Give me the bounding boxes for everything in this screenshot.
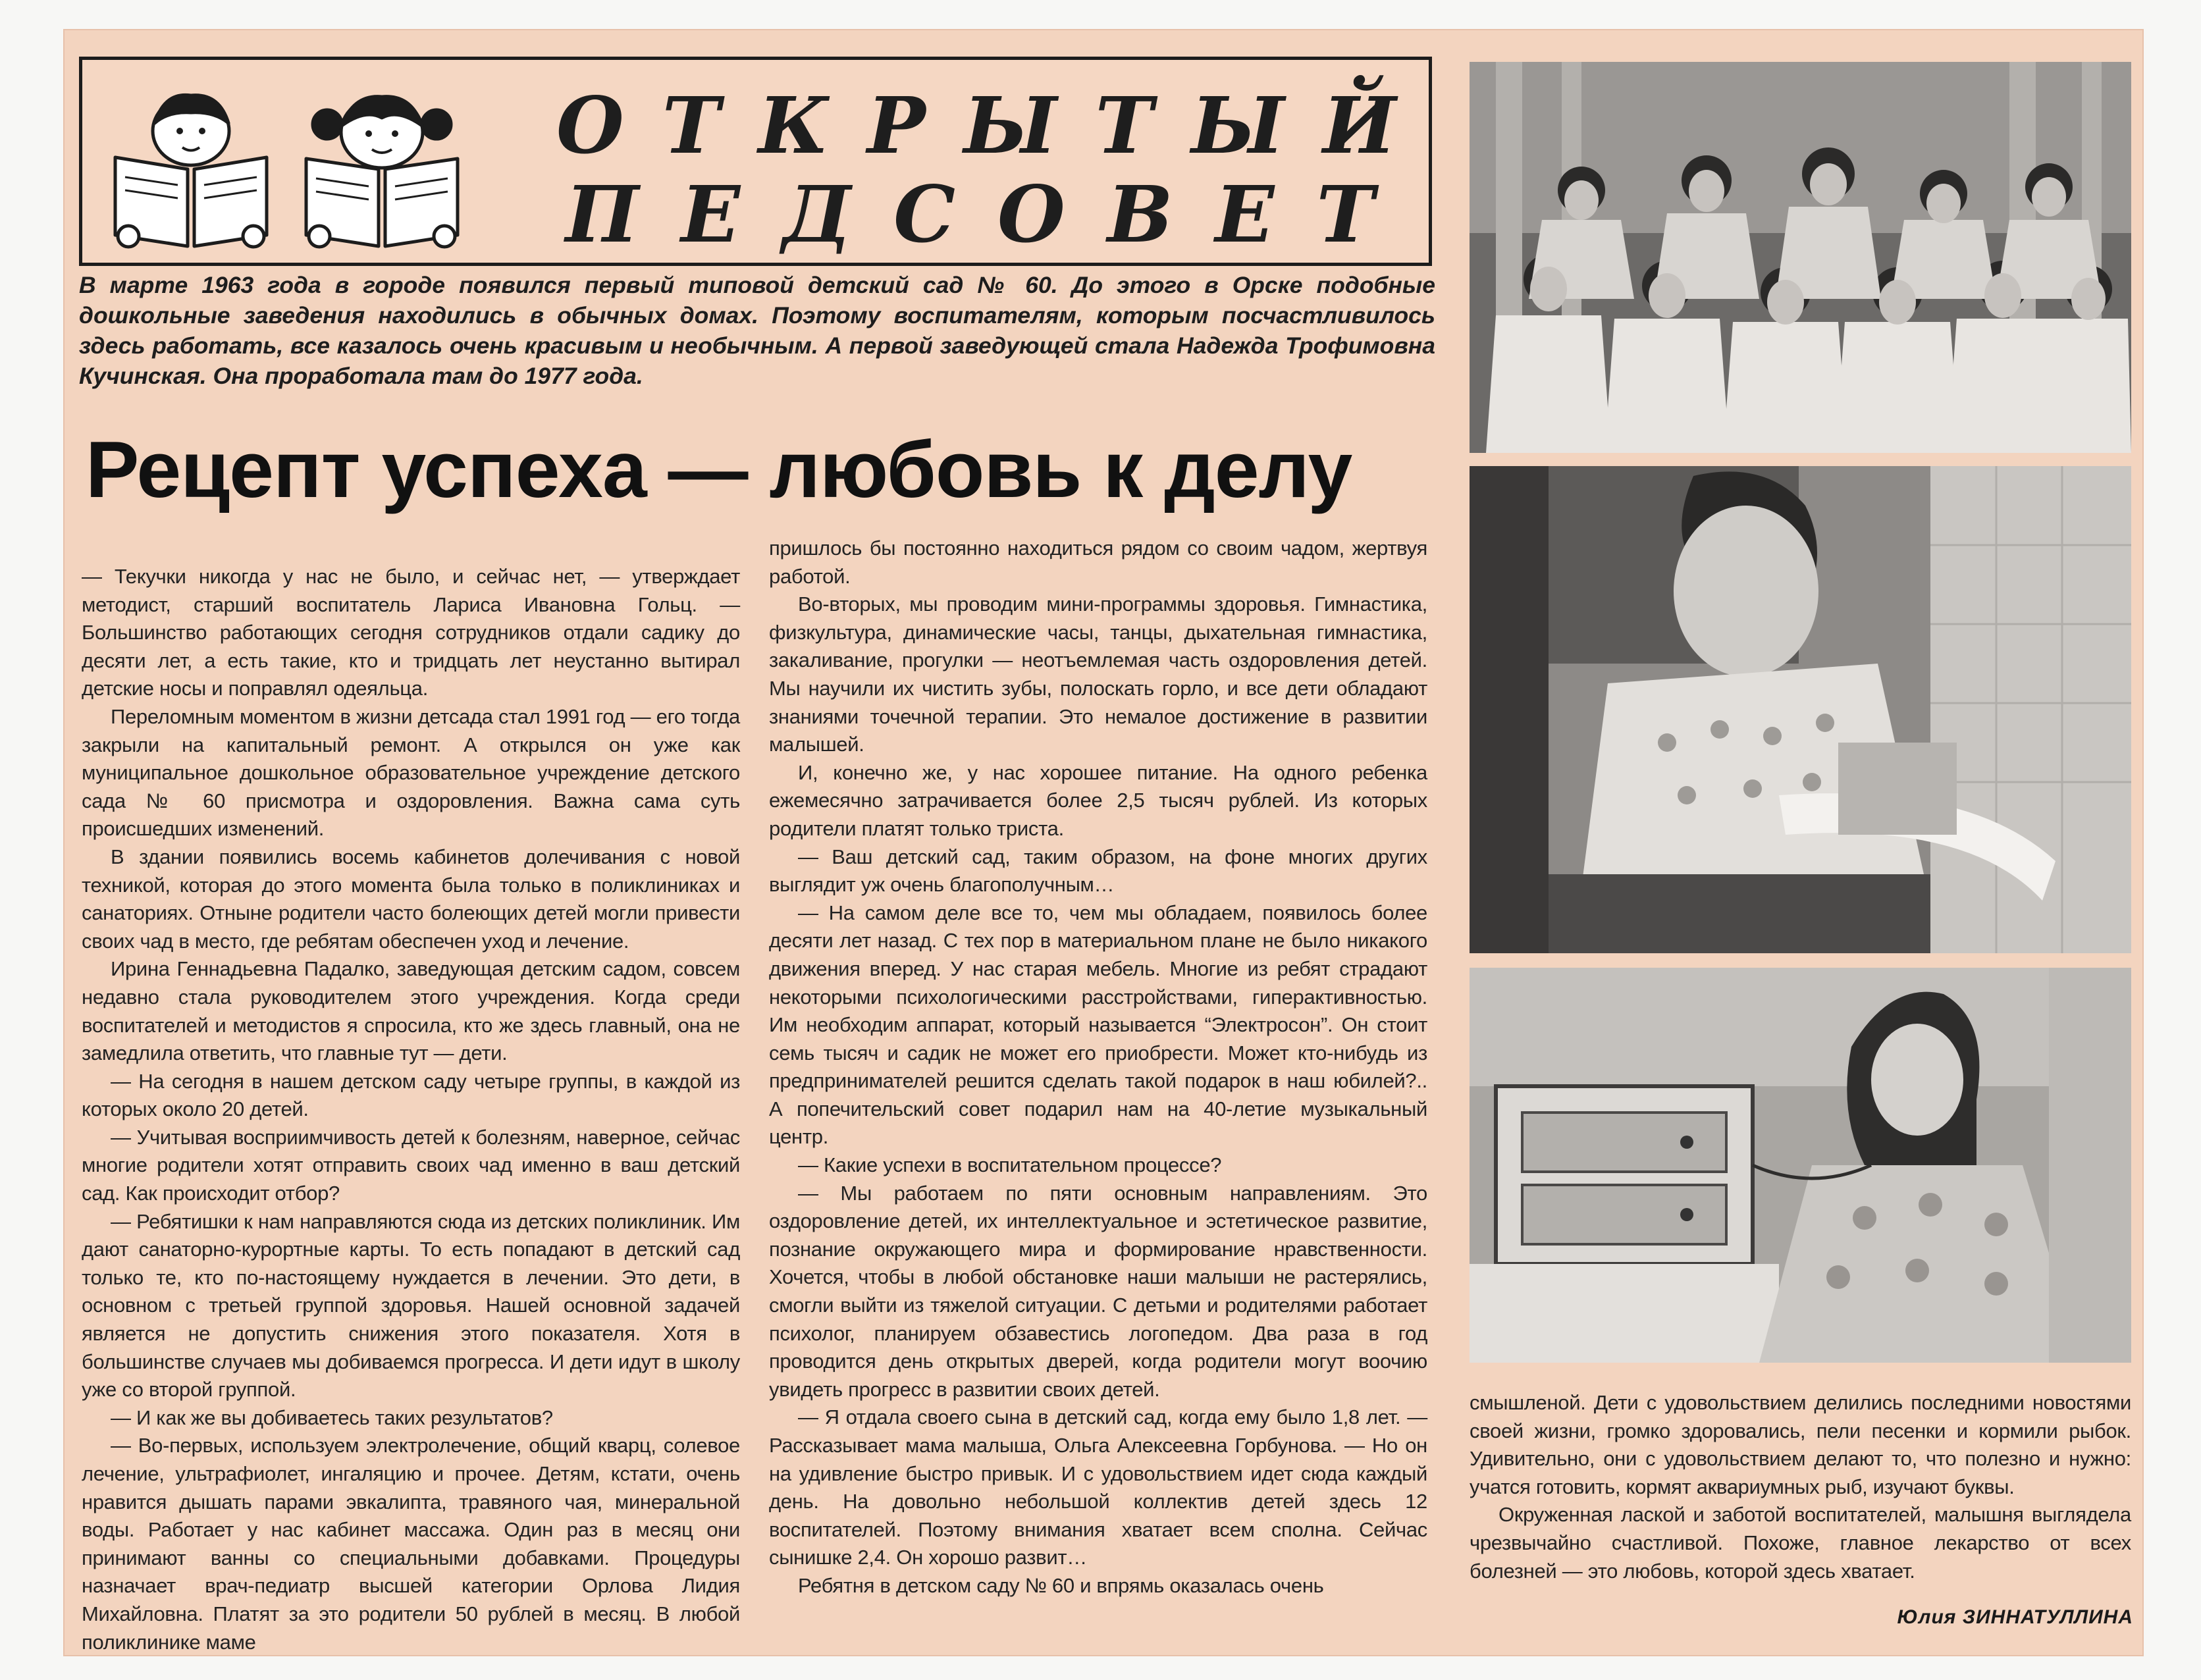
- paragraph: В здании появились восемь кабинетов долечивания с новой техникой, которая до этого момента была только в поликлиниках и санаториях. Отныне родители часто болеющих детей могли привести своих чад в место, где ребятам обеспечен уход и лечение.: [82, 845, 740, 953]
- article-column-1: [82, 563, 740, 1656]
- reading-girl-illustration: [293, 85, 471, 249]
- paragraph: Окруженная лаской и заботой воспитателей, малышня выглядела чрезвычайно счастливой. Похоже, главное лекарство от всех болезней — это любовь, которой здесь хватает.: [1470, 1503, 2131, 1583]
- paragraph: смышленой. Дети с удовольствием делились последними новостями своей жизни, громко здоровались, пели песенки и кормили рыбок. Удивительно, они с удовольствием делают то, что полезно и нужно: учатся готовить, кормят аквариумных рыб, изучают буквы.: [1470, 1391, 2131, 1498]
- boy-with-equipment-photo: [1470, 466, 2131, 953]
- article-column-3: [1470, 1389, 2131, 1585]
- paragraph: Ребятня в детском саду № 60 и впрямь оказалась очень: [798, 1573, 1324, 1597]
- paragraph: — Во-первых, используем электролечение, общий кварц, солевое лечение, ультрафиолет, ингаляцию и прочее. Детям, кстати, очень нравится дышать парами эвкалипта, травяного чая, минеральной воды. Работает у нас кабинет массажа. Один раз в месяц они принимают ванны со специальными добавками. Процедуры назначает врач-педиатр высшей категории Орлова Лидия Михайловна. Платят за это родители 50 рублей в месяц. В любой поликлинике маме: [82, 1434, 740, 1654]
- rubric-box: [79, 57, 1435, 266]
- article-headline: Рецепт успеха — любовь к делу: [86, 425, 1352, 514]
- reading-boy-illustration: [102, 85, 280, 249]
- paragraph: — Ребятишки к нам направляются сюда из детских поликлиник. Им дают санаторно-курортные карты. То есть попадают в детский сад только те, кто по-настоящему нуждается в лечении. Это дети, в основном с третьей группой здоровья. Нашей основной задачей является не допустить снижения этого показателя. Хотя в большинстве случаев мы добиваемся прогресса. И дети идут в школу уже со второй группой.: [82, 1209, 740, 1402]
- lead-paragraph: В марте 1963 года в городе появился первый типовой детский сад № 60. До этого в Орске подобные дошкольные заведения находились в обычных домах. Поэтому воспитателям, которым посчастливилось здесь работать, все казалось очень красивым и необычным. А первой заведующей стала Надежда Трофимовна Кучинская. Она проработала там до 1977 года.: [79, 272, 1435, 389]
- girl-with-device-photo: [1470, 968, 2131, 1363]
- paragraph: — Учитывая восприимчивость детей к болезням, наверное, сейчас многие родители хотят отправить своих чад именно в ваш детский сад. Как происходит отбор?: [82, 1125, 740, 1205]
- paragraph: — На самом деле все то, чем мы обладаем, появилось более десяти лет назад. С тех пор в материальном плане не было никакого движения вперед. У нас старая мебель. Многие из ребят страдают некоторыми психологическими расстройствами, гиперактивностью. Им необходим аппарат, который называется “Электросон”. Он стоит семь тысяч и садик не может его приобрести. Может кто-нибудь из предпринимателей решится сделать такой подарок в наш юбилей?.. А попечительский совет подарил нам на 40-летие музыкальный центр.: [769, 901, 1427, 1149]
- paragraph: пришлось бы постоянно находиться рядом со своим чадом, жертвуя работой.: [769, 537, 1427, 588]
- paragraph: Переломным моментом в жизни детсада стал 1991 год — его тогда закрыли на капитальный ремонт. А открылся он уже как муниципальное дошкольное образовательное учреждение детского сада № 60 присмотра и оздоровления. Важна сама суть происшедших изменений.: [82, 704, 740, 841]
- author-byline: Юлия ЗИННАТУЛЛИНА: [1897, 1606, 2133, 1628]
- paragraph: — Ваш детский сад, таким образом, на фоне многих других выглядит уж очень благополучным…: [769, 845, 1427, 897]
- paragraph: — Я отдала своего сына в детский сад, когда ему было 1,8 лет. — Рассказывает мама малыша, Ольга Алексеевна Горбунова. — Но он на удивление быстро привык. И с удовольствием идет сюда каждый день. На довольно небольшой коллектив детей здесь 12 воспитателей. Поэтому внимания хватает всем сполна. Сейчас сынишке 2,4. Он хорошо развит…: [769, 1405, 1427, 1569]
- paragraph: — На сегодня в нашем детском саду четыре группы, в каждой из которых около 20 детей.: [82, 1069, 740, 1121]
- paragraph: И, конечно же, у нас хорошее питание. На одного ребенка ежемесячно затрачивается более 2,5 тысяч рублей. Из которых родители платят только триста.: [769, 760, 1427, 840]
- rubric-title-line2: ПЕДСОВЕТ: [565, 169, 1417, 260]
- paragraph: — И как же вы добиваетесь таких результатов?: [111, 1405, 553, 1429]
- staff-group-photo: [1470, 62, 2131, 453]
- rubric-title-line1: ОТКРЫТЫЙ: [556, 80, 1435, 171]
- article-column-2: [769, 535, 1427, 1600]
- paragraph: — Какие успехи в воспитательном процессе?: [798, 1153, 1222, 1177]
- paragraph: Во-вторых, мы проводим мини-программы здоровья. Гимнастика, физкультура, динамические часы, танцы, дыхательная гимнастика, закаливание, прогулки — неотъемлемая часть оздоровления детей. Мы научили их чистить зубы, полоскать горло, и все дети обладают знаниями точечной терапии. Это немалое достижение в развитии малышей.: [769, 592, 1427, 756]
- paragraph: — Текучки никогда у нас не было, и сейчас нет, — утверждает методист, старший воспитатель Лариса Ивановна Гольц. — Большинство работающих сегодня сотрудников отдали садику до десяти лет, а есть такие, кто и тридцать лет неустанно вытирал детские носы и поправлял одеяльца.: [82, 565, 740, 700]
- paragraph: Ирина Геннадьевна Падалко, заведующая детским садом, совсем недавно стала руководителем этого учреждения. Когда среди воспитателей и методистов я спросила, кто же здесь главный, она не замедлила ответить, что главные тут — дети.: [82, 957, 740, 1065]
- paragraph: — Мы работаем по пяти основным направлениям. Это оздоровление детей, их интеллектуальное и эстетическое развитие, познание окружающего мира и формирование нравственности. Хочется, чтобы в любой обстановке наши малыши не растерялись, смогли выйти из тяжелой ситуации. С детьми и родителями работает психолог, планируем обзавестись логопедом. Два раза в год проводится день открытых дверей, когда родители могут воочию увидеть прогресс в развитии своих детей.: [769, 1181, 1427, 1401]
